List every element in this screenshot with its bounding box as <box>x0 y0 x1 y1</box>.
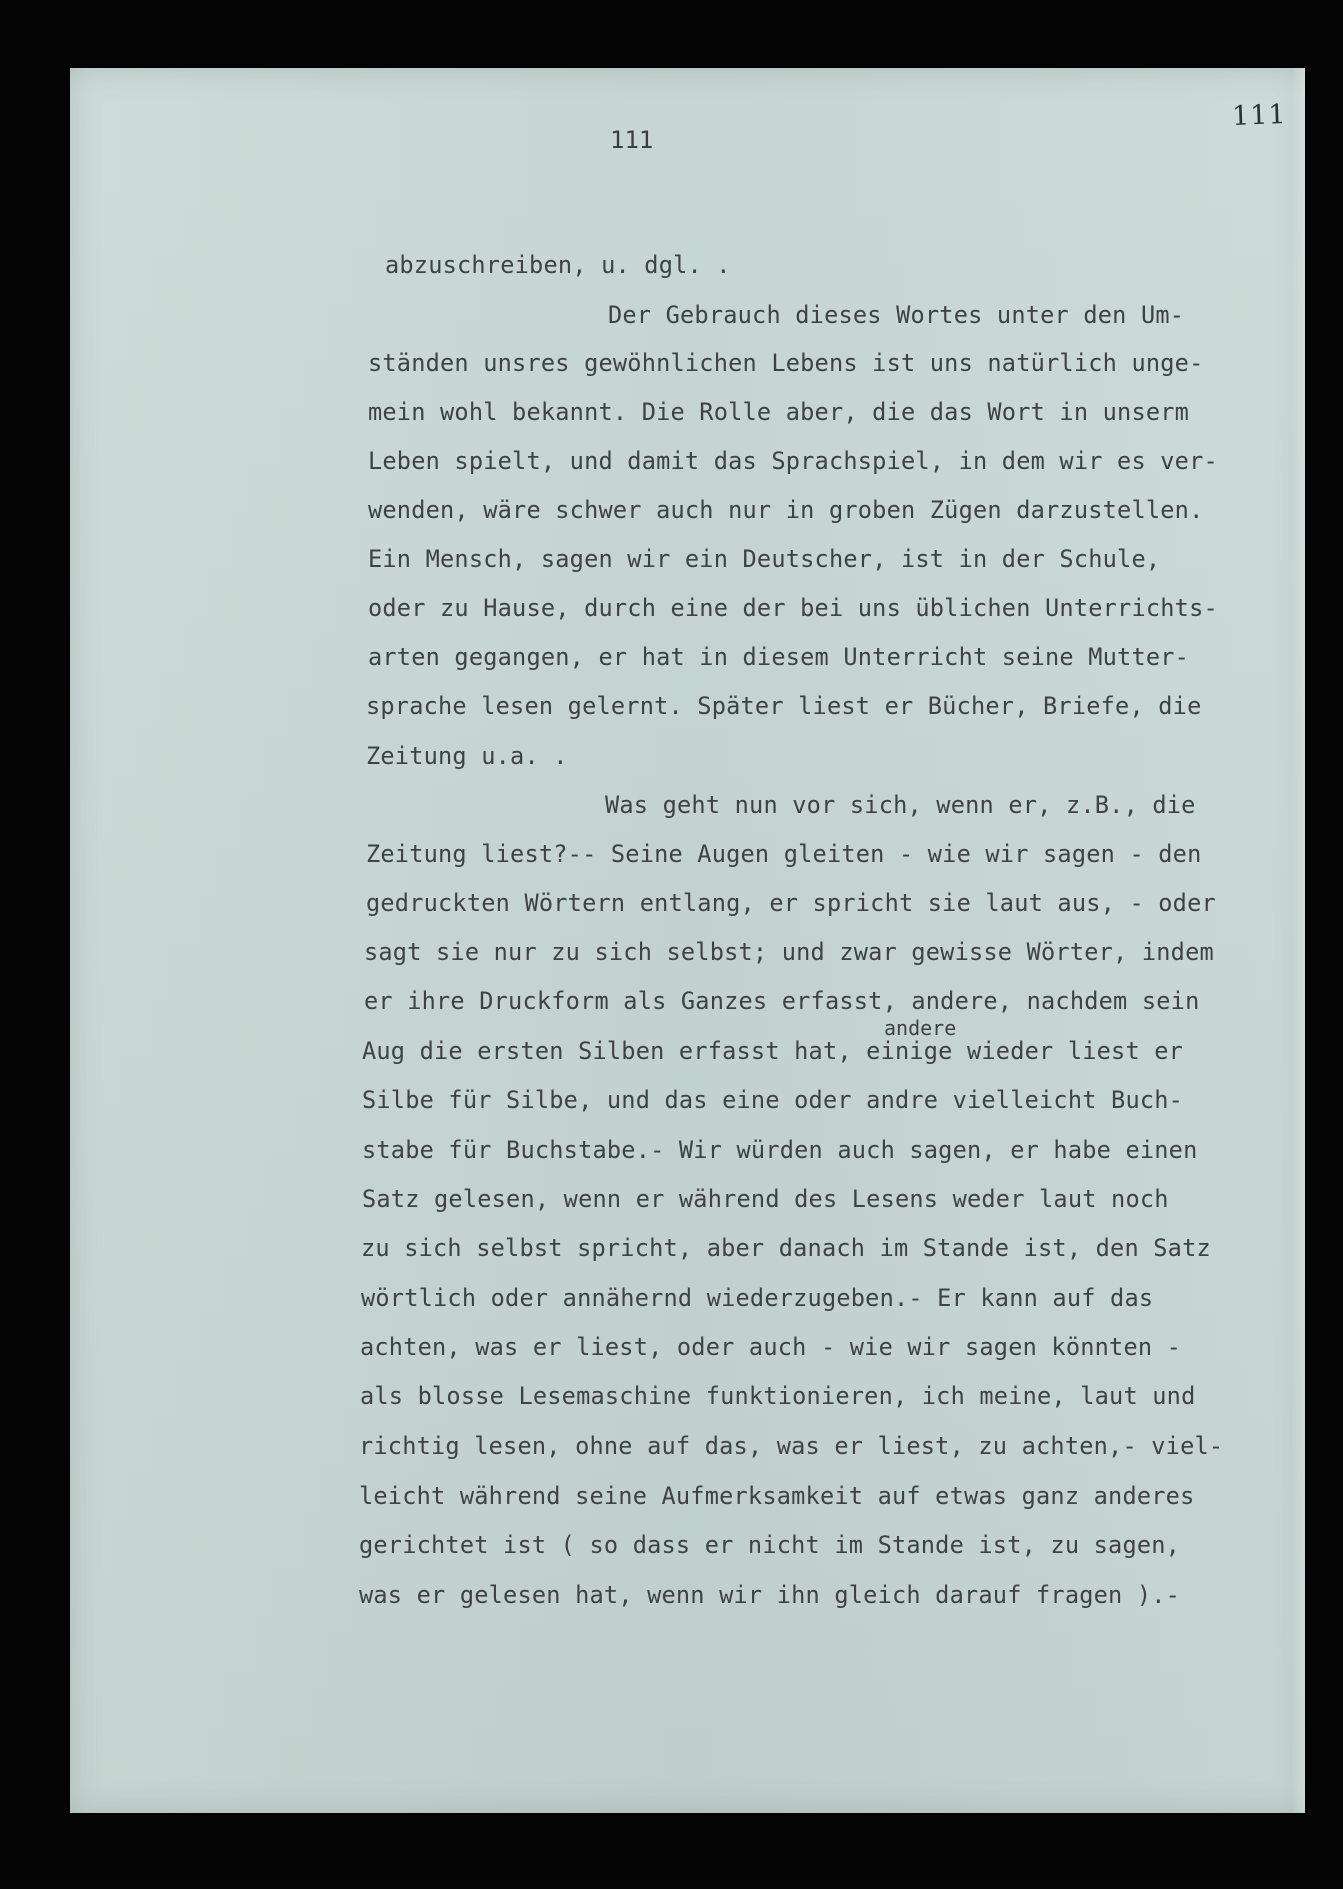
text-line: was er gelesen hat, wenn wir ihn gleich darauf fragen ).- <box>359 1581 1181 1609</box>
text-line: wörtlich oder annähernd wiederzugeben.- Er kann auf das <box>361 1284 1154 1312</box>
text-line: sprache lesen gelernt. Später liest er Bücher, Briefe, die <box>366 692 1202 720</box>
text-line: abzuschreiben, u. dgl. . <box>385 251 731 279</box>
text-line: wenden, wäre schwer auch nur in groben Zügen darzustellen. <box>368 496 1204 524</box>
text-line: sagt sie nur zu sich selbst; und zwar gewisse Wörter, indem <box>364 938 1214 966</box>
text-line: Aug die ersten Silben erfasst hat, einige wieder liest er <box>362 1037 1184 1065</box>
text-line: ständen unsres gewöhnlichen Lebens ist uns natürlich unge- <box>368 349 1204 377</box>
text-line: Silbe für Silbe, und das eine oder andre vielleicht Buch- <box>362 1086 1184 1114</box>
text-line: achten, was er liest, oder auch - wie wir sagen könnten - <box>360 1333 1182 1361</box>
text-line: Zeitung liest?-- Seine Augen gleiten - wie wir sagen - den <box>366 840 1202 868</box>
text-line: oder zu Hause, durch eine der bei uns üblichen Unterrichts- <box>368 594 1218 622</box>
text-line: Ein Mensch, sagen wir ein Deutscher, ist in der Schule, <box>368 545 1161 573</box>
archive-page-number: 111 <box>1231 99 1288 132</box>
text-line: Leben spielt, und damit das Sprachspiel, in dem wir es ver- <box>368 447 1218 475</box>
text-line: mein wohl bekannt. Die Rolle aber, die das Wort in unserm <box>368 398 1190 426</box>
text-line: gedruckten Wörtern entlang, er spricht sie laut aus, - oder <box>366 889 1216 917</box>
text-line: stabe für Buchstabe.- Wir würden auch sagen, er habe einen <box>362 1136 1198 1164</box>
text-line: er ihre Druckform als Ganzes erfasst, andere, nachdem sein <box>364 987 1200 1015</box>
text-line: Zeitung u.a. . <box>366 742 568 770</box>
text-line: als blosse Lesemaschine funktionieren, ich meine, laut und <box>360 1382 1196 1410</box>
text-line: richtig lesen, ohne auf das, was er liest, zu achten,- viel- <box>359 1432 1224 1460</box>
page-number: 111 <box>610 126 654 154</box>
text-line: leicht während seine Aufmerksamkeit auf etwas ganz anderes <box>359 1482 1195 1510</box>
text-line: gerichtet ist ( so dass er nicht im Stande ist, zu sagen, <box>359 1531 1181 1559</box>
text-line: zu sich selbst spricht, aber danach im Stande ist, den Satz <box>361 1234 1211 1262</box>
text-line: Satz gelesen, wenn er während des Lesens weder laut noch <box>362 1185 1169 1213</box>
text-line: Was geht nun vor sich, wenn er, z.B., die <box>605 791 1196 819</box>
handwritten-insertion: andere <box>884 1016 957 1040</box>
text-line: arten gegangen, er hat in diesem Unterricht seine Mutter- <box>368 643 1190 671</box>
text-line: Der Gebrauch dieses Wortes unter den Um- <box>608 301 1185 329</box>
